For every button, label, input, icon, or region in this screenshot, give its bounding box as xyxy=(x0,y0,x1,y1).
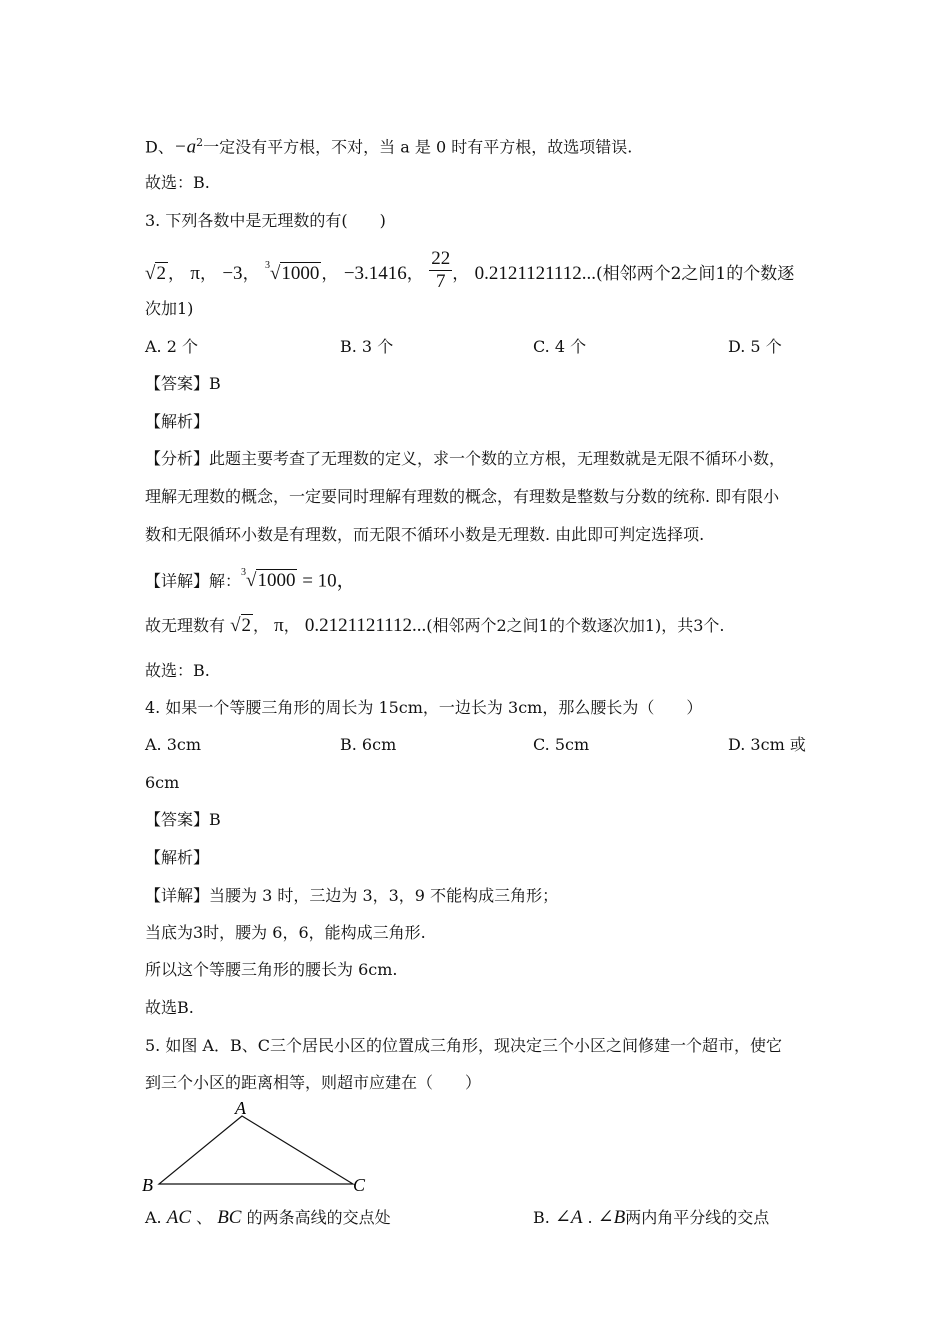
q3-numbers-line: √2 ， π， −3， $^3$√1000 ， −3.1416， $\frac{22}{7}$ ， 0.2121121112...(相邻两个2之间1的个数逐 xyxy=(145,248,795,292)
sqrt2-expr: √2 xyxy=(145,263,166,284)
neg3-value: −3 xyxy=(222,263,243,284)
q3-analysis-heading: 【解析】 xyxy=(145,412,210,431)
q3-option-b[interactable]: B. 3 个 xyxy=(340,337,394,356)
q3-detail-prefix: 【详解】解： xyxy=(145,571,242,591)
d-option-line xyxy=(145,132,632,158)
q4-option-d-cont: 6cm xyxy=(145,773,180,792)
q4-detail-line-3: 所以这个等腰三角形的腰长为 6cm. xyxy=(145,960,398,979)
q3-answer: 【答案】B xyxy=(145,374,221,393)
q3-detail2-suffix: (相邻两个2之间1的个数逐次加1)，共3个. xyxy=(426,616,725,635)
q4-detail-line-2: 当底为3时，腰为 6，6，能构成三角形. xyxy=(145,923,426,942)
fraction-denominator: 7 xyxy=(435,271,446,292)
q4-option-a[interactable]: A. 3cm xyxy=(145,735,202,754)
q4-stem: 4. 如果一个等腰三角形的周长为 15cm，一边长为 3cm，那么腰长为（ ） xyxy=(145,698,703,717)
segment-ac: AC xyxy=(166,1207,192,1228)
q3-option-c[interactable]: C. 4 个 xyxy=(533,337,587,356)
triangle-abc xyxy=(159,1116,353,1184)
d-option-text: 一定没有平方根，不对，当 a 是 0 时有平方根，故选项错误. xyxy=(203,137,633,157)
cbrt-index: 3 xyxy=(264,259,270,271)
q4-option-b[interactable]: B. 6cm xyxy=(340,735,397,754)
q3-detail2-prefix: 故无理数有 xyxy=(145,616,226,635)
cbrt-expr-detail: $^3$√1000 xyxy=(241,567,296,592)
q3-option-d[interactable]: D. 5 个 xyxy=(728,337,782,356)
vertex-label-b: B xyxy=(142,1175,153,1195)
cbrt-radicand: 1000 xyxy=(281,263,320,284)
q3-detail-line-2: 故无理数有 √2 ， π， 0.2121121112...(相邻两个2之间1的个数逐次加1)，共3个. xyxy=(145,615,725,636)
pi-symbol: π xyxy=(190,263,200,284)
q3-analysis-line-1: 【分析】此题主要考查了无理数的定义，求一个数的立方根，无理数就是无限不循环小数， xyxy=(145,449,786,468)
q3-option-a[interactable]: A. 2 个 xyxy=(145,337,198,356)
q4-analysis-heading: 【解析】 xyxy=(145,848,210,867)
sqrt2-radicand: 2 xyxy=(156,263,166,284)
q5-option-a[interactable]: A. AC 、 BC 的两条高线的交点处 xyxy=(145,1207,391,1228)
vertex-label-a: A xyxy=(235,1098,246,1118)
q4-option-c[interactable]: C. 5cm xyxy=(533,735,590,754)
q5-stem-line-1: 5. 如图 A．B、C三个居民小区的位置成三角形，现决定三个小区之间修建一个超市，使它 xyxy=(145,1036,782,1055)
q4-conclusion: 故选B. xyxy=(145,998,194,1017)
q3-analysis-line-2: 理解无理数的概念，一定要同时理解有理数的概念，有理数是整数与分数的统称. 即有限小 xyxy=(145,487,780,506)
vertex-label-c: C xyxy=(353,1175,366,1195)
angle-b: ∠B xyxy=(597,1207,626,1228)
d-option-prefix: D、 xyxy=(145,137,174,157)
q4-detail-line-1: 【详解】当腰为 3 时，三边为 3，3，9 不能构成三角形； xyxy=(145,886,559,905)
sqrt2-expr-detail: √2 xyxy=(230,615,252,636)
segment-bc: BC xyxy=(217,1207,242,1228)
q5-option-b[interactable]: B. ∠A . ∠B两内角平分线的交点 xyxy=(533,1207,770,1228)
q4-option-d[interactable]: D. 3cm 或 xyxy=(728,735,806,754)
q3-conclusion: 故选：B. xyxy=(145,661,210,680)
neg31416-value: −3.1416 xyxy=(343,263,407,284)
fraction-numerator: 22 xyxy=(431,248,451,269)
angle-a: ∠A xyxy=(554,1207,583,1228)
repeating-decimal: 0.2121121112... xyxy=(474,263,596,284)
decimal-note-cont: 次加1) xyxy=(145,299,194,318)
q5-stem-line-2: 到三个小区的距离相等，则超市应建在（ ） xyxy=(145,1073,482,1092)
d-option-exponent: 2 xyxy=(196,136,204,149)
q3-stem: 3. 下列各数中是无理数的有( ) xyxy=(145,211,386,230)
d-option-expr: −a xyxy=(173,136,197,158)
cbrt-expr: $^3$√1000 xyxy=(264,259,320,284)
q3-detail-result: = 10， xyxy=(297,570,356,592)
q3-detail-line-1 xyxy=(145,566,356,592)
q2-conclusion: 故选：B. xyxy=(145,173,210,192)
triangle-figure xyxy=(140,1098,380,1198)
q3-analysis-line-3: 数和无限循环小数是有理数，而无限不循环小数是无理数. 由此即可判定选择项. xyxy=(145,525,705,544)
decimal-note: (相邻两个2之间1的个数逐 xyxy=(595,264,795,284)
fraction-22-7 xyxy=(429,248,452,293)
q4-answer: 【答案】B xyxy=(145,810,221,829)
